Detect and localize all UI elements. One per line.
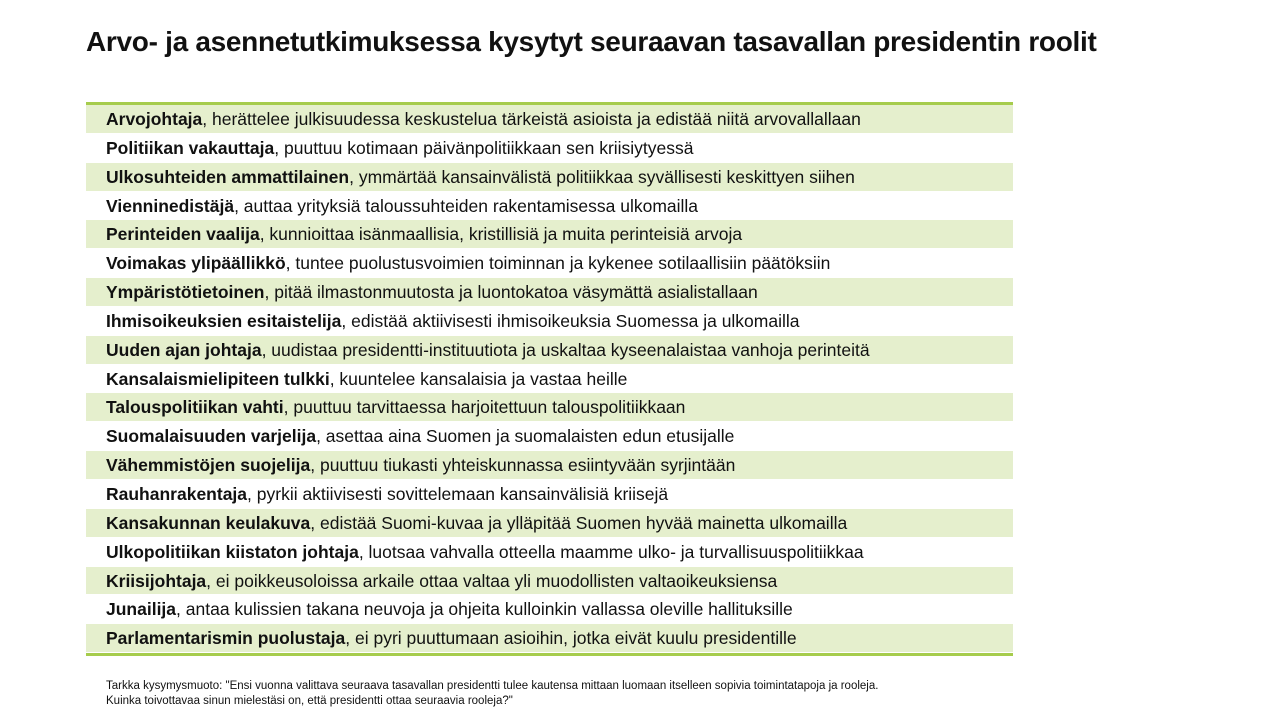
role-name: Ulkopolitiikan kiistaton johtaja: [106, 541, 359, 562]
role-description: , edistää Suomi-kuvaa ja ylläpitää Suomen hyvää mainetta ulkomailla: [310, 512, 848, 533]
role-description: , tuntee puolustusvoimien toiminnan ja kykenee sotilaallisiin päätöksiin: [285, 253, 831, 274]
table-row: [86, 480, 1013, 509]
role-name: Politiikan vakauttaja: [106, 137, 275, 158]
roles-table: [86, 102, 1013, 656]
page-title: Arvo- ja asennetutkimuksessa kysytyt seuraavan tasavallan presidentin roolit: [86, 26, 1097, 57]
role-name: Uuden ajan johtaja: [106, 339, 262, 360]
role-name: Talouspolitiikan vahti: [106, 397, 284, 418]
role-description: , puuttuu tarvittaessa harjoitettuun talouspolitiikkaan: [283, 397, 686, 418]
role-name: Ulkosuhteiden ammattilainen: [106, 166, 350, 187]
table-row: [86, 105, 1013, 134]
table-row: [86, 192, 1013, 221]
role-description: , auttaa yrityksiä taloussuhteiden rakentamisessa ulkomailla: [234, 195, 699, 216]
role-description: , asettaa aina Suomen ja suomalaisten edun etusijalle: [316, 426, 735, 447]
role-description: , antaa kulissien takana neuvoja ja ohjeita kulloinkin vallassa oleville hallituksille: [176, 599, 793, 620]
role-name: Rauhanrakentaja: [106, 483, 248, 504]
role-description: , ei poikkeusoloissa arkaile ottaa valtaa yli muodollisten valtaoikeuksiensa: [206, 570, 778, 591]
table-row: [86, 595, 1013, 624]
role-description: , ei pyri puuttumaan asioihin, jotka eivät kuulu presidentille: [345, 628, 797, 649]
role-name: Kansakunnan keulakuva: [106, 512, 311, 533]
role-name: Kansalaismielipiteen tulkki: [106, 368, 330, 389]
role-description: , luotsaa vahvalla otteella maamme ulko- ja turvallisuuspolitiikkaa: [358, 541, 864, 562]
table-row: [86, 624, 1013, 653]
role-name: Kriisijohtaja: [106, 570, 207, 591]
role-name: Suomalaisuuden varjelija: [106, 426, 317, 447]
table-row: [86, 220, 1013, 249]
role-name: Ympäristötietoinen: [106, 282, 265, 303]
role-name: Vähemmistöjen suojelija: [106, 455, 311, 476]
table-row: [86, 278, 1013, 307]
role-description: , herättelee julkisuudessa keskustelua tärkeistä asioista ja edistää niitä arvovallallaan: [202, 109, 861, 129]
role-description: , uudistaa presidentti-instituutiota ja uskaltaa kyseenalaistaa vanhoja perinteitä: [261, 339, 870, 360]
role-description: , pyrkii aktiivisesti sovittelemaan kansainvälisiä kriisejä: [247, 483, 669, 504]
table-row: [86, 249, 1013, 278]
table-row: [86, 451, 1013, 480]
role-name: Ihmisoikeuksien esitaistelija: [106, 310, 342, 331]
role-description: , kunnioittaa isänmaallisia, kristillisiä ja muita perinteisiä arvoja: [259, 224, 743, 245]
table-row: [86, 134, 1013, 163]
role-name: Vienninedistäjä: [106, 195, 235, 216]
role-name: Arvojohtaja: [106, 109, 203, 129]
role-description: , puuttuu kotimaan päivänpolitiikkaan sen kriisiytyessä: [274, 137, 694, 158]
role-description: , puuttuu tiukasti yhteiskunnassa esiintyvään syrjintään: [310, 455, 736, 476]
table-row: [86, 336, 1013, 365]
table-row: [86, 393, 1013, 422]
table-row: [86, 422, 1013, 451]
footnote-line: Kuinka toivottavaa sinun mielestäsi on, että presidentti ottaa seuraavia rooleja?": [106, 695, 513, 707]
role-description: , edistää aktiivisesti ihmisoikeuksia Suomessa ja ulkomailla: [341, 310, 800, 331]
role-name: Voimakas ylipäällikkö: [106, 253, 286, 274]
table-row: [86, 567, 1013, 596]
footnote-line: Tarkka kysymysmuoto: "Ensi vuonna valittava seuraava tasavallan presidentti tulee kautensa mittaan luomaan itselleen sopivia toimintatapoja ja rooleja.: [106, 680, 879, 692]
role-name: Parlamentarismin puolustaja: [106, 628, 346, 649]
role-name: Perinteiden vaalija: [106, 224, 260, 245]
table-row: [86, 538, 1013, 567]
role-description: , kuuntelee kansalaisia ja vastaa heille: [329, 368, 628, 389]
table-row: [86, 365, 1013, 394]
table-row: [86, 163, 1013, 192]
role-description: , pitää ilmastonmuutosta ja luontokatoa väsymättä asialistallaan: [264, 282, 758, 303]
table-row: [86, 509, 1013, 538]
role-description: , ymmärtää kansainvälistä politiikkaa syvällisesti keskittyen siihen: [349, 166, 855, 187]
role-name: Junailija: [106, 599, 177, 620]
table-row: [86, 307, 1013, 336]
question-footnote: [106, 679, 1106, 709]
